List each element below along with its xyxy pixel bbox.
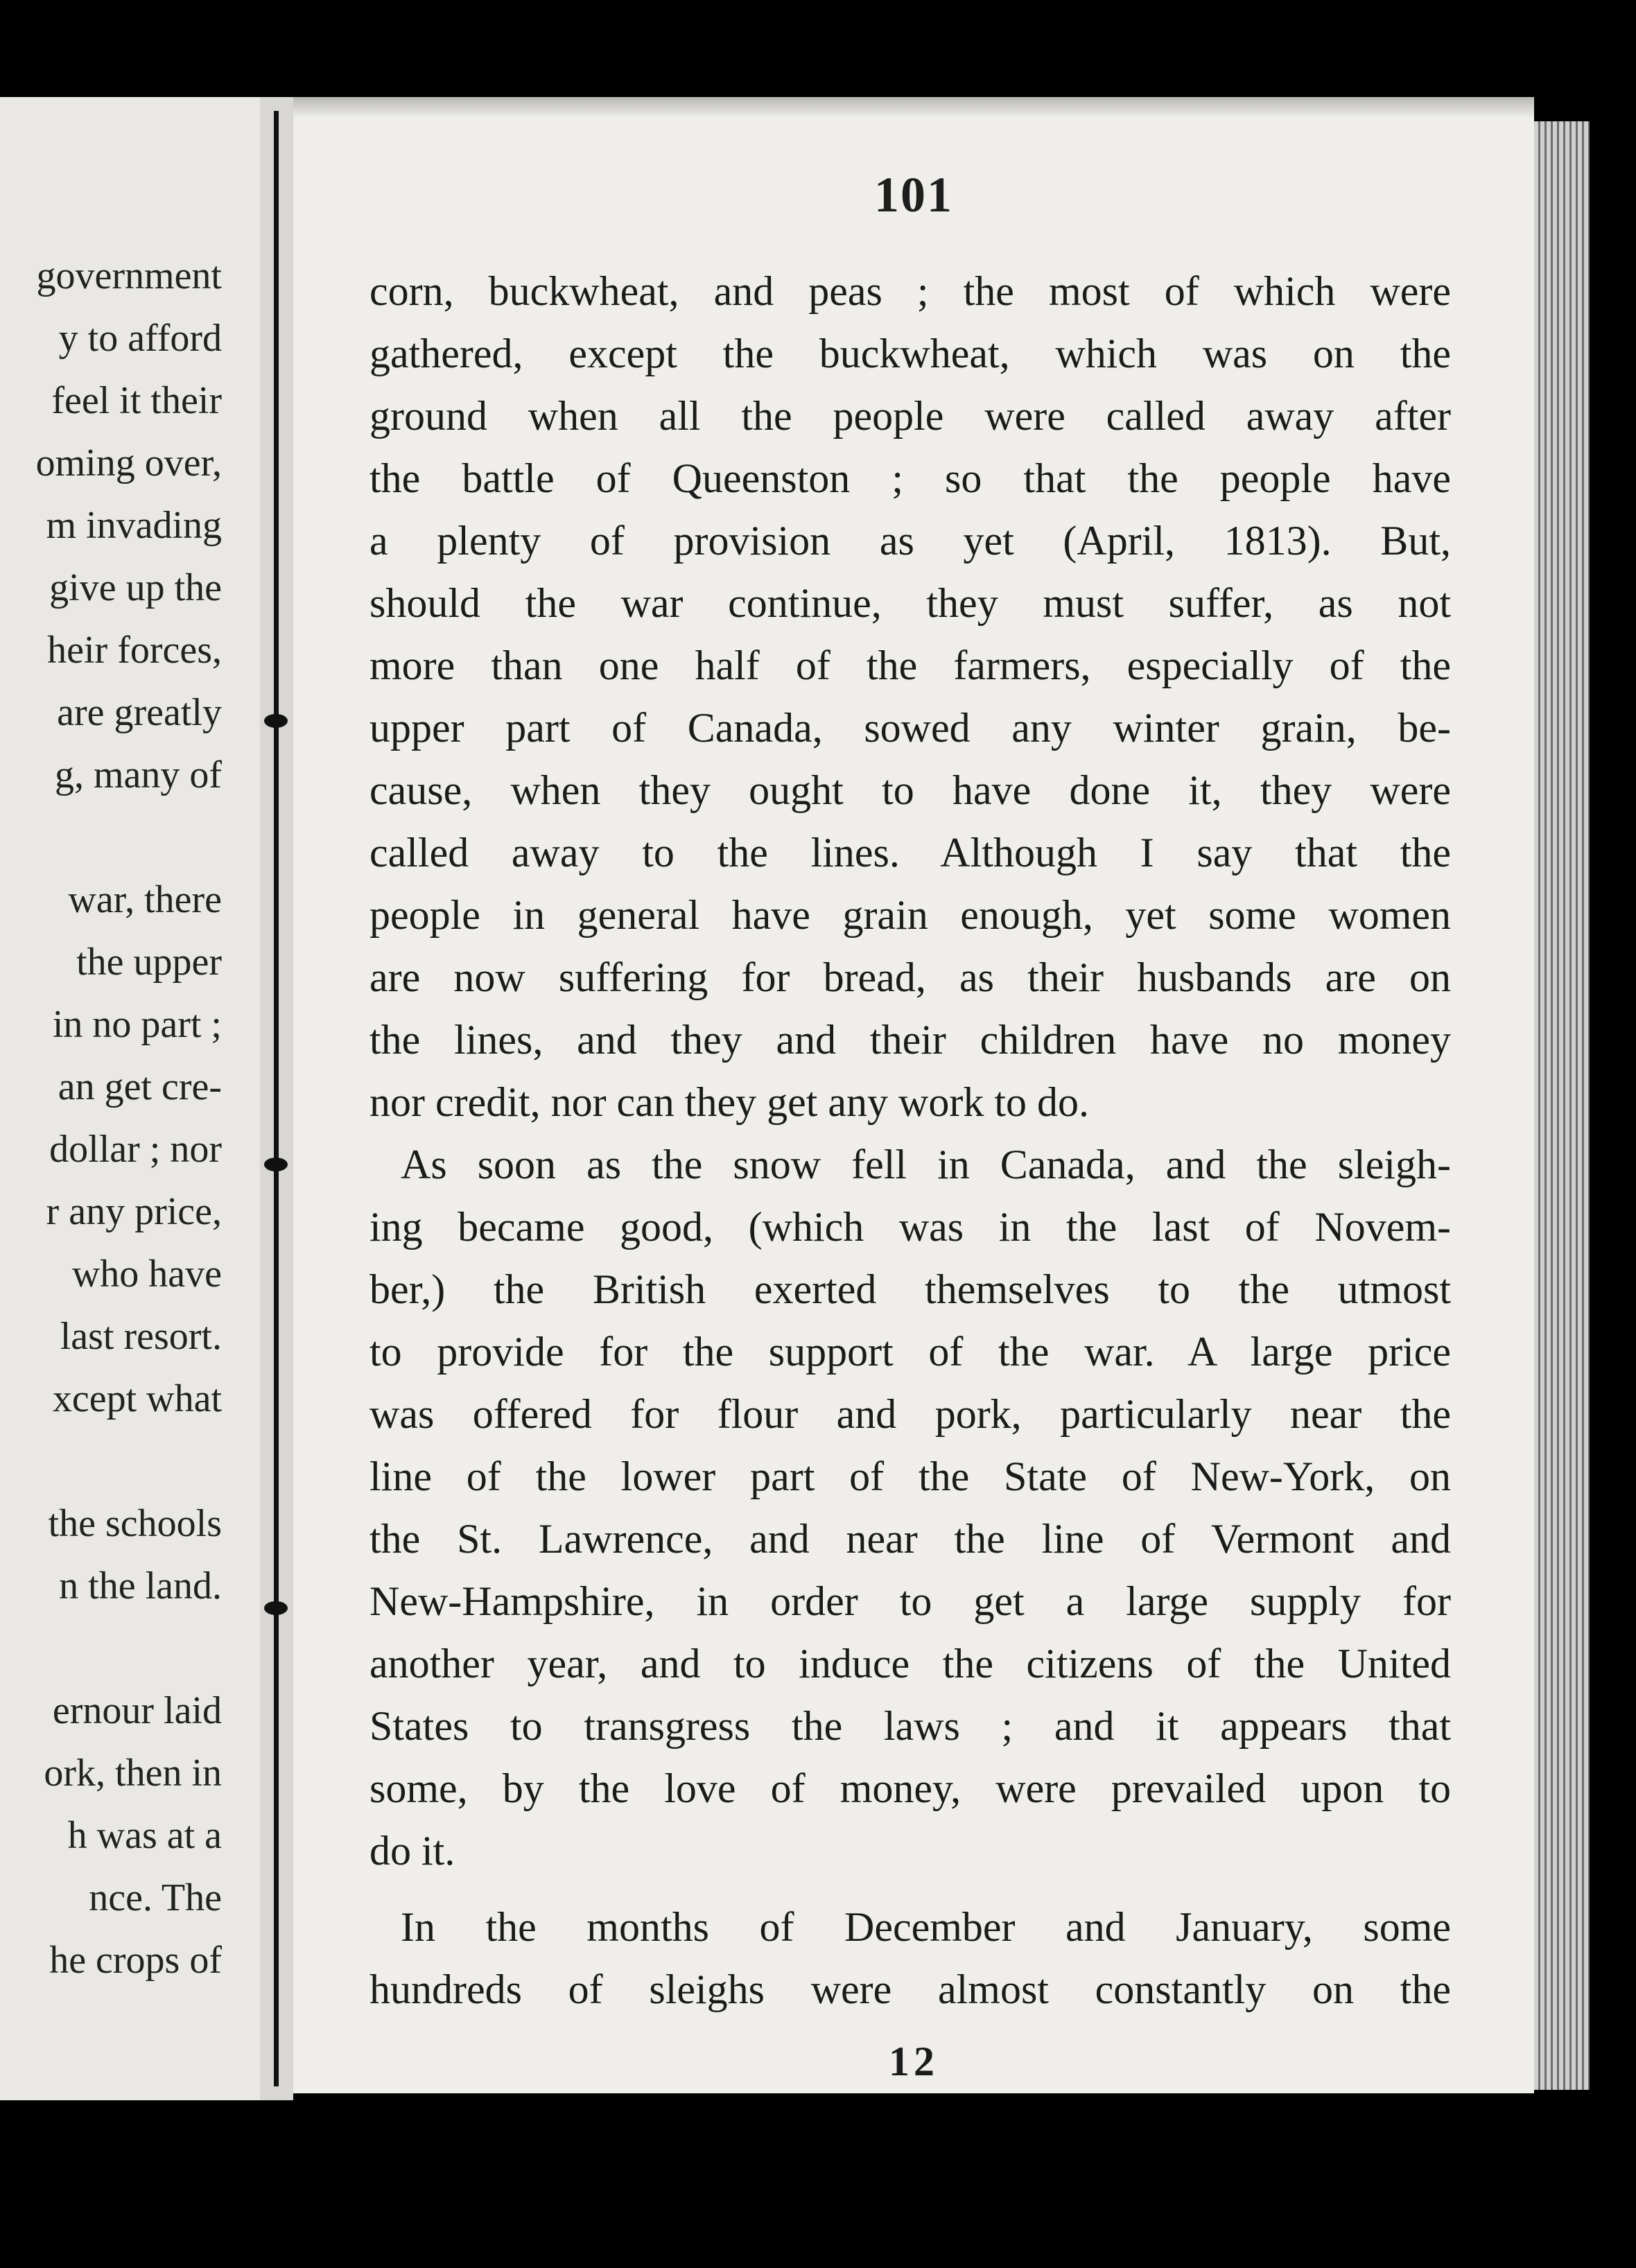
- left-page-line: government: [36, 254, 222, 297]
- body-text-line: In the months of December and January, some: [401, 1904, 1451, 1950]
- left-page-line: g, many of: [54, 753, 222, 796]
- left-page-line: he crops of: [49, 1939, 222, 1982]
- left-page-line: war, there: [68, 878, 222, 921]
- body-text-line: was offered for flour and pork, particularly near the: [369, 1391, 1451, 1437]
- body-text-line: line of the lower part of the State of New-York, on: [369, 1454, 1451, 1499]
- body-text-line: nor credit, nor can they get any work to do.: [369, 1079, 1090, 1125]
- body-text-line: the St. Lawrence, and near the line of Vermont and: [369, 1516, 1451, 1562]
- stitch-mark: [264, 714, 288, 728]
- previous-page-fragment: [0, 97, 260, 2100]
- left-page-line: the upper: [76, 941, 222, 984]
- body-text-line: As soon as the snow fell in Canada, and the sleigh-: [401, 1142, 1451, 1187]
- body-text-line: some, by the love of money, were prevailed upon to: [369, 1765, 1451, 1811]
- body-text-line: cause, when they ought to have done it, they were: [369, 767, 1451, 813]
- left-page-line: ernour laid: [52, 1689, 222, 1732]
- main-page: [293, 97, 1534, 2093]
- body-text-line: another year, and to induce the citizens of the United: [369, 1641, 1451, 1686]
- left-page-line: h was at a: [67, 1814, 222, 1857]
- body-text-line: more than one half of the farmers, especially of the: [369, 643, 1451, 688]
- body-text-line: ber,) the British exerted themselves to the utmost: [369, 1266, 1451, 1312]
- left-page-line: give up the: [49, 566, 222, 609]
- book-gutter: [260, 97, 293, 2100]
- body-text-line: called away to the lines. Although I say that the: [369, 830, 1451, 875]
- signature-mark: 12: [889, 2039, 939, 2084]
- body-text-line: ground when all the people were called away after: [369, 393, 1451, 439]
- left-page-line: ork, then in: [44, 1752, 222, 1795]
- body-text-line: to provide for the support of the war. A large price: [369, 1329, 1451, 1375]
- left-page-line: r any price,: [46, 1190, 222, 1233]
- left-page-line: feel it their: [51, 379, 222, 422]
- body-text-line: should the war continue, they must suffer, as not: [369, 580, 1451, 626]
- left-page-line: in no part ;: [52, 1003, 222, 1046]
- binding-thread: [274, 111, 279, 2086]
- page-top-shadow: [293, 97, 1534, 118]
- left-page-line: oming over,: [35, 442, 222, 485]
- left-page-line: an get cre-: [58, 1065, 222, 1108]
- left-page-line: n the land.: [59, 1564, 222, 1607]
- body-text-line: corn, buckwheat, and peas ; the most of which were: [369, 268, 1451, 314]
- body-text-line: New-Hampshire, in order to get a large supply for: [369, 1578, 1451, 1624]
- stitch-mark: [264, 1158, 288, 1171]
- page-number: 101: [874, 167, 953, 223]
- page-stack-edge: [1534, 121, 1590, 2090]
- body-text-line: do it.: [369, 1828, 455, 1874]
- body-text-line: hundreds of sleighs were almost constantly on the: [369, 1966, 1451, 2012]
- body-text-line: gathered, except the buckwheat, which was on the: [369, 331, 1451, 376]
- body-text-line: the battle of Queenston ; so that the people have: [369, 455, 1451, 501]
- stitch-mark: [264, 1601, 288, 1615]
- left-page-line: the schools: [48, 1502, 222, 1545]
- body-text-line: people in general have grain enough, yet some women: [369, 892, 1451, 938]
- left-page-line: who have: [71, 1253, 222, 1296]
- left-page-line: m invading: [46, 504, 222, 547]
- body-text-line: States to transgress the laws ; and it appears that: [369, 1703, 1451, 1749]
- body-text-line: the lines, and they and their children have no money: [369, 1017, 1451, 1063]
- left-page-line: last resort.: [60, 1315, 222, 1358]
- body-text-line: are now suffering for bread, as their husbands are on: [369, 954, 1451, 1000]
- left-page-line: heir forces,: [47, 629, 222, 672]
- body-text-line: ing became good, (which was in the last of Novem-: [369, 1204, 1451, 1250]
- left-page-line: nce. The: [89, 1876, 222, 1919]
- body-text-line: a plenty of provision as yet (April, 1813). But,: [369, 518, 1451, 564]
- left-page-line: are greatly: [57, 691, 222, 734]
- left-page-line: xcept what: [52, 1377, 222, 1420]
- left-page-line: dollar ; nor: [49, 1128, 222, 1171]
- left-page-line: y to afford: [58, 317, 222, 360]
- body-text-line: upper part of Canada, sowed any winter grain, be-: [369, 705, 1451, 751]
